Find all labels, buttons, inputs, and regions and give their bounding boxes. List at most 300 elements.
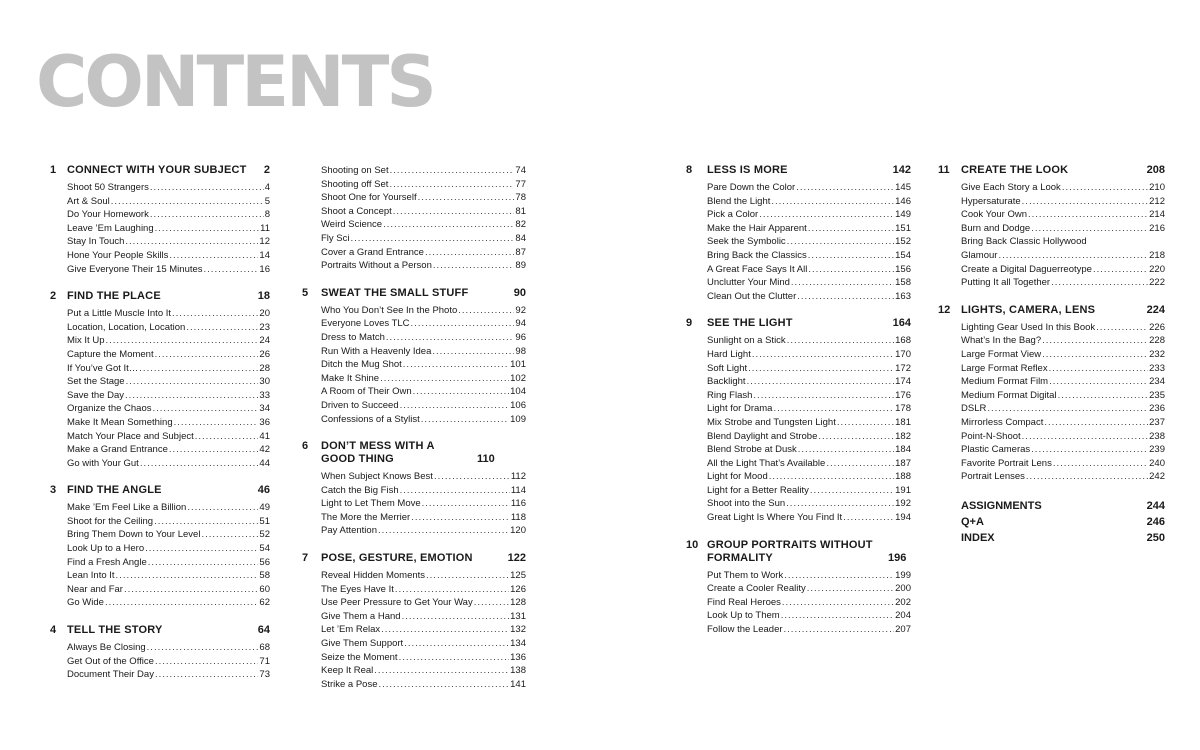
entry-page: 56 bbox=[259, 556, 270, 568]
toc-entry[interactable] bbox=[686, 263, 911, 277]
toc-entry[interactable] bbox=[50, 208, 270, 222]
section-heading[interactable] bbox=[938, 304, 1165, 317]
entry-page: 156 bbox=[895, 263, 911, 275]
entry-page: 94 bbox=[515, 318, 526, 330]
toc-entry[interactable] bbox=[302, 317, 526, 331]
entry-page: 16 bbox=[259, 263, 270, 275]
entry-title: When Subject Knows Best bbox=[321, 471, 433, 483]
toc-entry[interactable] bbox=[50, 569, 270, 583]
toc-entry[interactable] bbox=[686, 623, 911, 637]
entry-title: Burn and Dodge bbox=[961, 222, 1031, 234]
toc-entry[interactable] bbox=[686, 375, 911, 389]
toc-entry[interactable] bbox=[938, 362, 1165, 376]
dot-leader bbox=[383, 218, 514, 232]
toc-entry[interactable] bbox=[938, 249, 1165, 263]
entry-page: 54 bbox=[259, 543, 270, 555]
toc-entry[interactable] bbox=[938, 348, 1165, 362]
entry-title: Use Peer Pressure to Get Your Way bbox=[321, 597, 473, 609]
entry-page: 242 bbox=[1149, 471, 1165, 483]
toc-entry[interactable] bbox=[50, 362, 270, 376]
toc-entry[interactable] bbox=[938, 430, 1165, 444]
entry-page: 106 bbox=[510, 399, 526, 411]
entry-page: 163 bbox=[895, 290, 911, 302]
entry-title: Make a Grand Entrance bbox=[67, 444, 168, 456]
toc-entry[interactable] bbox=[938, 416, 1165, 430]
section-number: 1 bbox=[50, 164, 57, 176]
toc-entry[interactable] bbox=[302, 399, 526, 413]
entry-title: Catch the Big Fish bbox=[321, 484, 399, 496]
entry-page: 239 bbox=[1149, 444, 1165, 456]
entry-page: 220 bbox=[1149, 263, 1165, 275]
entry-page: 60 bbox=[259, 583, 270, 595]
entry-title: Pick a Color bbox=[707, 209, 759, 221]
dot-leader bbox=[1049, 362, 1149, 376]
toc-entry[interactable] bbox=[50, 583, 270, 597]
dot-leader bbox=[791, 276, 894, 290]
entry-title: A Room of Their Own bbox=[321, 386, 412, 398]
entry-page: 36 bbox=[259, 416, 270, 428]
entry-page: 181 bbox=[895, 416, 911, 428]
dot-leader bbox=[1026, 470, 1148, 484]
dot-leader bbox=[1042, 348, 1148, 362]
entry-title: A Great Face Says It All bbox=[707, 263, 808, 275]
dot-leader bbox=[413, 385, 510, 399]
toc-entry[interactable] bbox=[686, 334, 911, 348]
toc-entry[interactable] bbox=[938, 208, 1165, 222]
section-heading[interactable] bbox=[686, 164, 911, 177]
entry-page: 58 bbox=[259, 570, 270, 582]
toc-entry[interactable] bbox=[686, 348, 911, 362]
toc-entry[interactable] bbox=[686, 457, 911, 471]
toc-entry[interactable] bbox=[938, 470, 1165, 484]
toc-entry[interactable] bbox=[50, 249, 270, 263]
back-matter-item-index[interactable] bbox=[961, 530, 1165, 546]
toc-entry[interactable] bbox=[302, 232, 526, 246]
entry-title: Hard Light bbox=[707, 348, 751, 360]
section-page: 64 bbox=[257, 624, 270, 637]
toc-entry[interactable] bbox=[686, 222, 911, 236]
toc-entry[interactable] bbox=[302, 178, 526, 192]
section-heading[interactable] bbox=[938, 164, 1165, 177]
entry-title: Mix It Up bbox=[67, 335, 105, 347]
toc-entry[interactable] bbox=[686, 402, 911, 416]
toc-entry[interactable] bbox=[50, 321, 270, 335]
entry-page: 128 bbox=[510, 597, 526, 609]
dot-leader bbox=[187, 501, 258, 515]
section-heading[interactable] bbox=[302, 440, 526, 466]
dot-leader bbox=[125, 389, 258, 403]
toc-entry[interactable] bbox=[302, 246, 526, 260]
dot-leader bbox=[808, 249, 894, 263]
toc-entry[interactable] bbox=[938, 276, 1165, 290]
dot-leader bbox=[474, 596, 509, 610]
entry-page: 222 bbox=[1149, 277, 1165, 289]
section-page: 208 bbox=[1146, 164, 1165, 176]
dot-leader bbox=[148, 556, 259, 570]
section-heading[interactable] bbox=[302, 287, 526, 300]
entry-title: Always Be Closing bbox=[67, 642, 146, 654]
toc-entry[interactable] bbox=[50, 501, 270, 515]
entry-page: 237 bbox=[1149, 416, 1165, 428]
section-heading[interactable] bbox=[50, 164, 270, 177]
toc-entry[interactable] bbox=[938, 263, 1165, 277]
toc-entry[interactable] bbox=[50, 668, 270, 682]
toc-entry[interactable] bbox=[302, 497, 526, 511]
dot-leader bbox=[771, 195, 894, 209]
entry-page: 8 bbox=[264, 209, 270, 221]
entry-page: 11 bbox=[260, 222, 270, 234]
back-matter-page: 250 bbox=[1146, 531, 1165, 544]
toc-entry[interactable] bbox=[302, 524, 526, 538]
toc-entry[interactable] bbox=[938, 443, 1165, 457]
section-title: POSE, GESTURE, EMOTION bbox=[321, 552, 473, 565]
entry-title: Near and Far bbox=[67, 583, 123, 595]
toc-entry[interactable] bbox=[302, 191, 526, 205]
toc-entry[interactable] bbox=[302, 218, 526, 232]
toc-entry[interactable] bbox=[938, 389, 1165, 403]
entry-page: 44 bbox=[259, 457, 270, 469]
entry-page: 23 bbox=[259, 321, 270, 333]
dot-leader bbox=[389, 178, 514, 192]
entry-page: 120 bbox=[510, 525, 526, 537]
dot-leader bbox=[1049, 375, 1148, 389]
toc-section bbox=[938, 164, 1165, 290]
toc-entry[interactable] bbox=[302, 413, 526, 427]
entry-title: Give Them a Hand bbox=[321, 610, 401, 622]
entry-title: Put Them to Work bbox=[707, 569, 784, 581]
entry-title: Lighting Gear Used In this Book bbox=[961, 321, 1096, 333]
dot-leader bbox=[773, 402, 894, 416]
entry-page: 112 bbox=[510, 471, 526, 483]
toc-section bbox=[302, 552, 526, 691]
dot-leader bbox=[422, 497, 510, 511]
toc-entry[interactable] bbox=[938, 195, 1165, 209]
toc-entry[interactable] bbox=[50, 416, 270, 430]
dot-leader bbox=[782, 596, 894, 610]
dot-leader bbox=[433, 259, 515, 273]
entry-title: Seek the Symbolic bbox=[707, 236, 786, 248]
entry-title: Sunlight on a Stick bbox=[707, 335, 786, 347]
dot-leader bbox=[153, 402, 259, 416]
dot-leader bbox=[787, 334, 894, 348]
toc-section bbox=[302, 287, 526, 426]
section-title: SEE THE LIGHT bbox=[707, 317, 793, 330]
toc-entry[interactable] bbox=[50, 307, 270, 321]
section-heading[interactable] bbox=[50, 484, 270, 497]
dot-leader bbox=[837, 416, 894, 430]
entry-page: 146 bbox=[895, 195, 911, 207]
entry-title: Go Wide bbox=[67, 597, 104, 609]
toc-entry[interactable] bbox=[50, 641, 270, 655]
toc-entry[interactable] bbox=[302, 511, 526, 525]
toc-entry[interactable] bbox=[686, 596, 911, 610]
section-heading[interactable] bbox=[50, 624, 270, 637]
toc-entry[interactable] bbox=[686, 484, 911, 498]
toc-entry[interactable] bbox=[50, 596, 270, 610]
toc-entry[interactable] bbox=[686, 582, 911, 596]
section-heading[interactable] bbox=[50, 290, 270, 303]
entry-title: Pare Down the Color bbox=[707, 182, 796, 193]
entry-page: 92 bbox=[515, 304, 526, 316]
entry-page: 218 bbox=[1149, 249, 1165, 261]
entry-title: Blend Strobe at Dusk bbox=[707, 444, 797, 456]
back-matter-title: Q+A bbox=[961, 515, 984, 528]
toc-entry[interactable] bbox=[686, 430, 911, 444]
entry-title: Do Your Homework bbox=[67, 209, 149, 221]
entry-page: 81 bbox=[515, 205, 526, 217]
section-page: 224 bbox=[1146, 303, 1165, 316]
entry-page: 202 bbox=[895, 596, 911, 608]
entry-title: Capture the Moment bbox=[67, 348, 154, 360]
entry-page: 154 bbox=[895, 249, 911, 261]
entry-title: What’s In the Bag? bbox=[961, 335, 1042, 347]
toc-entry[interactable] bbox=[302, 596, 526, 610]
section-title: CONNECT WITH YOUR SUBJECT bbox=[67, 164, 247, 176]
toc-entry[interactable] bbox=[50, 430, 270, 444]
toc-entry[interactable] bbox=[50, 195, 270, 209]
entry-page: 170 bbox=[895, 348, 911, 360]
toc-entry[interactable] bbox=[686, 443, 911, 457]
toc-entry[interactable] bbox=[938, 334, 1165, 348]
entry-page: 151 bbox=[895, 222, 911, 234]
toc-entry[interactable] bbox=[302, 664, 526, 678]
section-page: 196 bbox=[888, 551, 907, 564]
toc-entry[interactable] bbox=[686, 235, 911, 249]
section-heading[interactable] bbox=[302, 552, 526, 565]
entry-page: 114 bbox=[510, 484, 526, 496]
entry-page: 5 bbox=[264, 195, 270, 207]
toc-entry[interactable] bbox=[50, 443, 270, 457]
entry-title: Bring Them Down to Your Level bbox=[67, 529, 201, 541]
toc-entry[interactable] bbox=[302, 164, 526, 178]
toc-entry[interactable] bbox=[50, 402, 270, 416]
entry-page: 12 bbox=[259, 236, 270, 248]
toc-entry[interactable] bbox=[302, 259, 526, 273]
toc-entry[interactable] bbox=[302, 569, 526, 583]
toc-entry[interactable] bbox=[302, 205, 526, 219]
entry-page: 116 bbox=[510, 498, 526, 510]
toc-entry[interactable] bbox=[686, 362, 911, 376]
section-page: 18 bbox=[257, 290, 270, 303]
toc-entry[interactable] bbox=[302, 583, 526, 597]
entry-page: 73 bbox=[259, 669, 270, 681]
entry-title: Shooting off Set bbox=[321, 178, 389, 190]
back-matter-page: 246 bbox=[1146, 515, 1165, 528]
toc-entry[interactable] bbox=[302, 345, 526, 359]
toc-entry[interactable] bbox=[302, 637, 526, 651]
toc-entry[interactable] bbox=[302, 610, 526, 624]
section-page: 110 bbox=[477, 453, 495, 466]
dot-leader bbox=[826, 457, 894, 471]
entry-title: Go with Your Gut bbox=[67, 457, 139, 469]
dot-leader bbox=[1022, 430, 1148, 444]
entry-page: 30 bbox=[259, 376, 270, 388]
entry-page: 34 bbox=[259, 403, 270, 415]
toc-entry[interactable] bbox=[938, 402, 1165, 416]
toc-entry[interactable] bbox=[50, 542, 270, 556]
toc-column-3 bbox=[686, 164, 911, 651]
toc-entry[interactable] bbox=[50, 222, 270, 236]
section-heading[interactable] bbox=[686, 539, 911, 565]
dot-leader bbox=[1058, 389, 1149, 403]
entry-title: Give Them Support bbox=[321, 638, 404, 650]
toc-entry[interactable] bbox=[686, 208, 911, 222]
dot-leader bbox=[147, 641, 259, 655]
dot-leader bbox=[155, 668, 258, 682]
dot-leader bbox=[169, 249, 258, 263]
entry-title: Stay In Touch bbox=[67, 236, 125, 248]
toc-section bbox=[50, 624, 270, 682]
toc-entry-wrapped[interactable]: Bring Back Classic Hollywood bbox=[961, 236, 1087, 248]
toc-entry[interactable] bbox=[686, 511, 911, 525]
entry-title: Light to Let Them Move bbox=[321, 498, 421, 510]
dot-leader bbox=[797, 290, 894, 304]
back-matter-list bbox=[938, 498, 1165, 546]
dot-leader bbox=[379, 678, 510, 692]
back-matter-item-qa[interactable] bbox=[961, 514, 1165, 530]
entry-page: 152 bbox=[895, 236, 911, 248]
toc-entry[interactable] bbox=[50, 515, 270, 529]
section-title: LESS IS MORE bbox=[707, 164, 788, 176]
toc-entry[interactable] bbox=[686, 470, 911, 484]
dot-leader bbox=[787, 235, 894, 249]
entry-title: Create a Digital Daguerreotype bbox=[961, 263, 1092, 275]
entry-title: Give Each Story a Look bbox=[961, 182, 1061, 193]
toc-entry[interactable] bbox=[50, 457, 270, 471]
entry-page: 26 bbox=[259, 348, 270, 360]
entry-page: 199 bbox=[895, 569, 911, 581]
toc-entry[interactable] bbox=[302, 331, 526, 345]
toc-entry[interactable] bbox=[938, 457, 1165, 471]
section-heading[interactable] bbox=[686, 317, 911, 330]
toc-entry[interactable] bbox=[50, 263, 270, 277]
entry-title: Plastic Cameras bbox=[961, 444, 1031, 456]
toc-section bbox=[938, 304, 1165, 484]
entry-page: 14 bbox=[259, 249, 270, 261]
toc-entry[interactable] bbox=[50, 348, 270, 362]
toc-section bbox=[50, 164, 270, 276]
section-title: GROUP PORTRAITS WITHOUT FORMALITY bbox=[707, 538, 873, 564]
entry-page: 77 bbox=[515, 178, 526, 190]
dot-leader bbox=[124, 583, 258, 597]
toc-entry[interactable] bbox=[686, 609, 911, 623]
toc-entry[interactable] bbox=[302, 470, 526, 484]
entry-page: 20 bbox=[259, 308, 270, 320]
toc-entry[interactable] bbox=[686, 290, 911, 304]
toc-entry[interactable] bbox=[50, 235, 270, 249]
entry-page: 187 bbox=[895, 457, 911, 469]
dot-leader bbox=[155, 348, 259, 362]
entry-page: 131 bbox=[510, 610, 526, 622]
toc-entry[interactable] bbox=[686, 389, 911, 403]
entry-page: 96 bbox=[515, 331, 526, 343]
toc-entry[interactable] bbox=[686, 195, 911, 209]
entry-page: 24 bbox=[259, 335, 270, 347]
entry-title: Keep It Real bbox=[321, 665, 374, 677]
entry-title: Get Out of the Office bbox=[67, 655, 154, 667]
toc-entry[interactable] bbox=[302, 484, 526, 498]
entry-title: Mirrorless Compact bbox=[961, 416, 1044, 428]
entry-title: Light for a Better Reality bbox=[707, 484, 809, 496]
back-matter-item-assignments[interactable] bbox=[961, 498, 1165, 514]
entry-page: 145 bbox=[895, 182, 911, 193]
toc-column-2 bbox=[302, 164, 526, 705]
entry-title: Soft Light bbox=[707, 362, 748, 374]
toc-section bbox=[50, 290, 270, 470]
toc-entry[interactable] bbox=[686, 416, 911, 430]
entry-page: 235 bbox=[1149, 389, 1165, 401]
entry-title: Lean Into It bbox=[67, 570, 115, 582]
entry-title: Shoot 50 Strangers bbox=[67, 182, 149, 193]
entry-title: Blend Daylight and Strobe bbox=[707, 430, 818, 442]
toc-entry[interactable] bbox=[938, 321, 1165, 335]
toc-entry[interactable] bbox=[302, 385, 526, 399]
toc-entry[interactable] bbox=[302, 372, 526, 386]
dot-leader bbox=[378, 524, 509, 538]
entry-title: Mix Strobe and Tungsten Light bbox=[707, 416, 836, 428]
page-title: CONTENTS bbox=[36, 41, 434, 123]
dot-leader bbox=[784, 623, 895, 637]
toc-entry[interactable] bbox=[50, 556, 270, 570]
entry-title: Favorite Portrait Lens bbox=[961, 457, 1052, 469]
toc-entry[interactable] bbox=[686, 497, 911, 511]
toc-entry[interactable] bbox=[302, 678, 526, 692]
entry-page: 98 bbox=[515, 345, 526, 357]
section-number: 3 bbox=[50, 484, 57, 497]
dot-leader bbox=[351, 232, 515, 246]
toc-entry[interactable] bbox=[50, 528, 270, 542]
dot-leader bbox=[808, 263, 894, 277]
entry-title: Who You Don’t See In the Photo bbox=[321, 304, 458, 316]
dot-leader bbox=[400, 399, 510, 413]
entry-page: 102 bbox=[510, 372, 526, 384]
entry-title: Portraits Without a Person bbox=[321, 260, 432, 272]
toc-entry[interactable] bbox=[302, 304, 526, 318]
toc-entry[interactable] bbox=[686, 181, 911, 195]
toc-entry[interactable] bbox=[938, 222, 1165, 236]
toc-entry[interactable] bbox=[938, 181, 1165, 195]
toc-entry[interactable] bbox=[302, 358, 526, 372]
entry-page: 138 bbox=[510, 665, 526, 677]
dot-leader bbox=[154, 515, 258, 529]
section-number: 6 bbox=[302, 440, 309, 453]
toc-entry[interactable] bbox=[50, 389, 270, 403]
toc-section bbox=[50, 484, 270, 610]
toc-entry[interactable] bbox=[50, 181, 270, 195]
entry-title: Strike a Pose bbox=[321, 678, 378, 690]
toc-entry[interactable] bbox=[302, 623, 526, 637]
toc-entry[interactable] bbox=[686, 249, 911, 263]
dot-leader bbox=[1044, 416, 1148, 430]
toc-entry[interactable] bbox=[50, 334, 270, 348]
entry-title: Shooting on Set bbox=[321, 165, 389, 176]
dot-leader bbox=[403, 358, 509, 372]
entry-title: Portrait Lenses bbox=[961, 471, 1025, 483]
dot-leader bbox=[998, 249, 1148, 263]
toc-entry[interactable] bbox=[686, 276, 911, 290]
entry-page: 238 bbox=[1149, 430, 1165, 442]
toc-entry[interactable] bbox=[50, 655, 270, 669]
entry-page: 109 bbox=[510, 413, 526, 425]
toc-entry[interactable] bbox=[302, 651, 526, 665]
dot-leader bbox=[380, 372, 509, 386]
entry-title: Hypersaturate bbox=[961, 195, 1021, 207]
toc-entry[interactable] bbox=[50, 375, 270, 389]
dot-leader bbox=[987, 402, 1148, 416]
toc-entry[interactable] bbox=[686, 569, 911, 583]
toc-entry[interactable] bbox=[938, 375, 1165, 389]
dot-leader bbox=[386, 331, 515, 345]
